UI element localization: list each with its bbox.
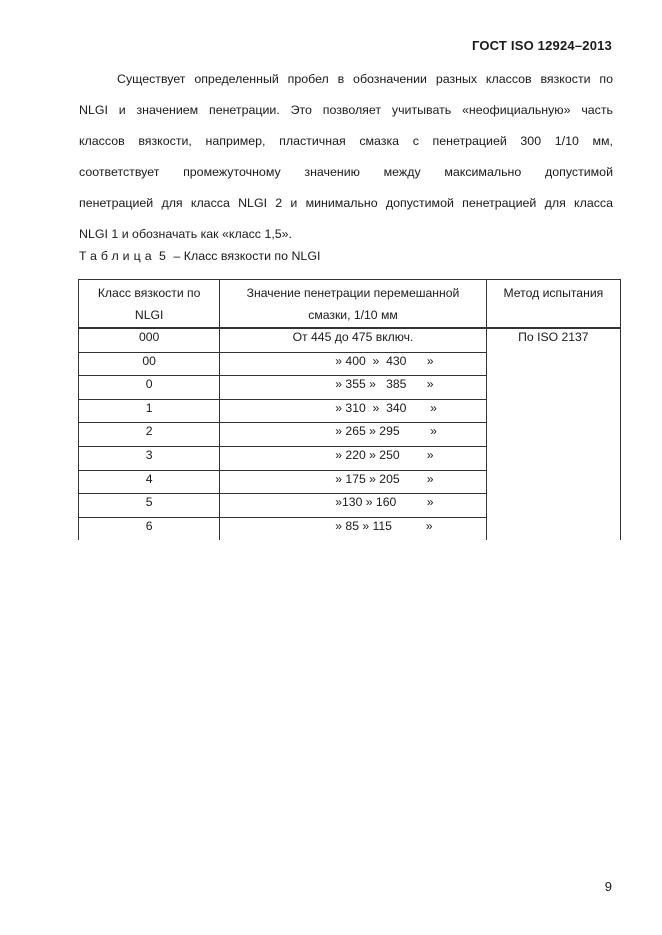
penetration-value: »130 » 160 » bbox=[335, 495, 434, 510]
penetration-value: » 85 » 115 » bbox=[335, 518, 433, 533]
penetration-value: » 355 » 385 » bbox=[335, 377, 434, 392]
cell-class: 1 bbox=[79, 399, 220, 423]
document-header: ГОСТ ISO 12924–2013 bbox=[471, 38, 612, 53]
cell-class: 5 bbox=[79, 494, 220, 518]
paragraph-line: пенетрацией для класса NLGI 2 и минимально допустимой пенетрацией для класса bbox=[79, 196, 613, 210]
cell-penetration bbox=[220, 376, 486, 400]
cell-penetration bbox=[220, 423, 486, 447]
paragraph-line: NLGI и значением пенетрации. Это позволяет учитывать «неофициальную» часть bbox=[79, 103, 613, 117]
paragraph-line: соответствует промежуточному значению между максимально допустимой bbox=[79, 165, 613, 179]
header-class: Класс вязкости по NLGI bbox=[79, 280, 220, 329]
table-caption-number: 5 bbox=[159, 249, 170, 263]
paragraph-line: Существует определенный пробел в обозначении разных классов вязкости по bbox=[117, 72, 613, 86]
body-paragraph bbox=[79, 64, 613, 250]
penetration-value: » 265 » 295 » bbox=[335, 424, 437, 439]
paragraph-line: NLGI 1 и обозначать как «класс 1,5». bbox=[79, 227, 293, 241]
cell-penetration bbox=[220, 494, 486, 518]
cell-class: 00 bbox=[79, 352, 220, 376]
cell-penetration bbox=[220, 470, 486, 494]
page-number: 9 bbox=[604, 879, 612, 894]
cell-method: По ISO 2137 bbox=[486, 328, 620, 540]
cell-penetration: От 445 до 475 включ. bbox=[220, 328, 486, 352]
cell-class: 000 bbox=[79, 328, 220, 352]
header-method: Метод испытания bbox=[486, 280, 620, 329]
penetration-value: » 400 » 430 » bbox=[335, 353, 434, 368]
table-caption-prefix: Таблица bbox=[79, 249, 156, 263]
cell-penetration bbox=[220, 352, 486, 376]
table-header-row bbox=[79, 280, 621, 329]
cell-class: 3 bbox=[79, 446, 220, 470]
cell-penetration bbox=[220, 517, 486, 540]
cell-penetration bbox=[220, 446, 486, 470]
penetration-value: » 220 » 250 » bbox=[335, 447, 434, 462]
paragraph-line: классов вязкости, например, пластичная смазка с пенетрацией 300 1/10 мм, bbox=[79, 134, 613, 148]
penetration-value: » 310 » 340 » bbox=[335, 400, 437, 415]
cell-class: 0 bbox=[79, 376, 220, 400]
penetration-value: » 175 » 205 » bbox=[335, 471, 434, 486]
cell-class: 6 bbox=[79, 517, 220, 540]
cell-class: 4 bbox=[79, 470, 220, 494]
cell-class: 2 bbox=[79, 423, 220, 447]
header-penetration: Значение пенетрации перемешанной смазки, 1/10 мм bbox=[220, 280, 486, 329]
table-caption-title: – Класс вязкости по NLGI bbox=[173, 249, 321, 263]
table-row bbox=[79, 328, 621, 352]
cell-penetration bbox=[220, 399, 486, 423]
viscosity-table bbox=[78, 279, 621, 540]
table-caption bbox=[79, 249, 320, 263]
